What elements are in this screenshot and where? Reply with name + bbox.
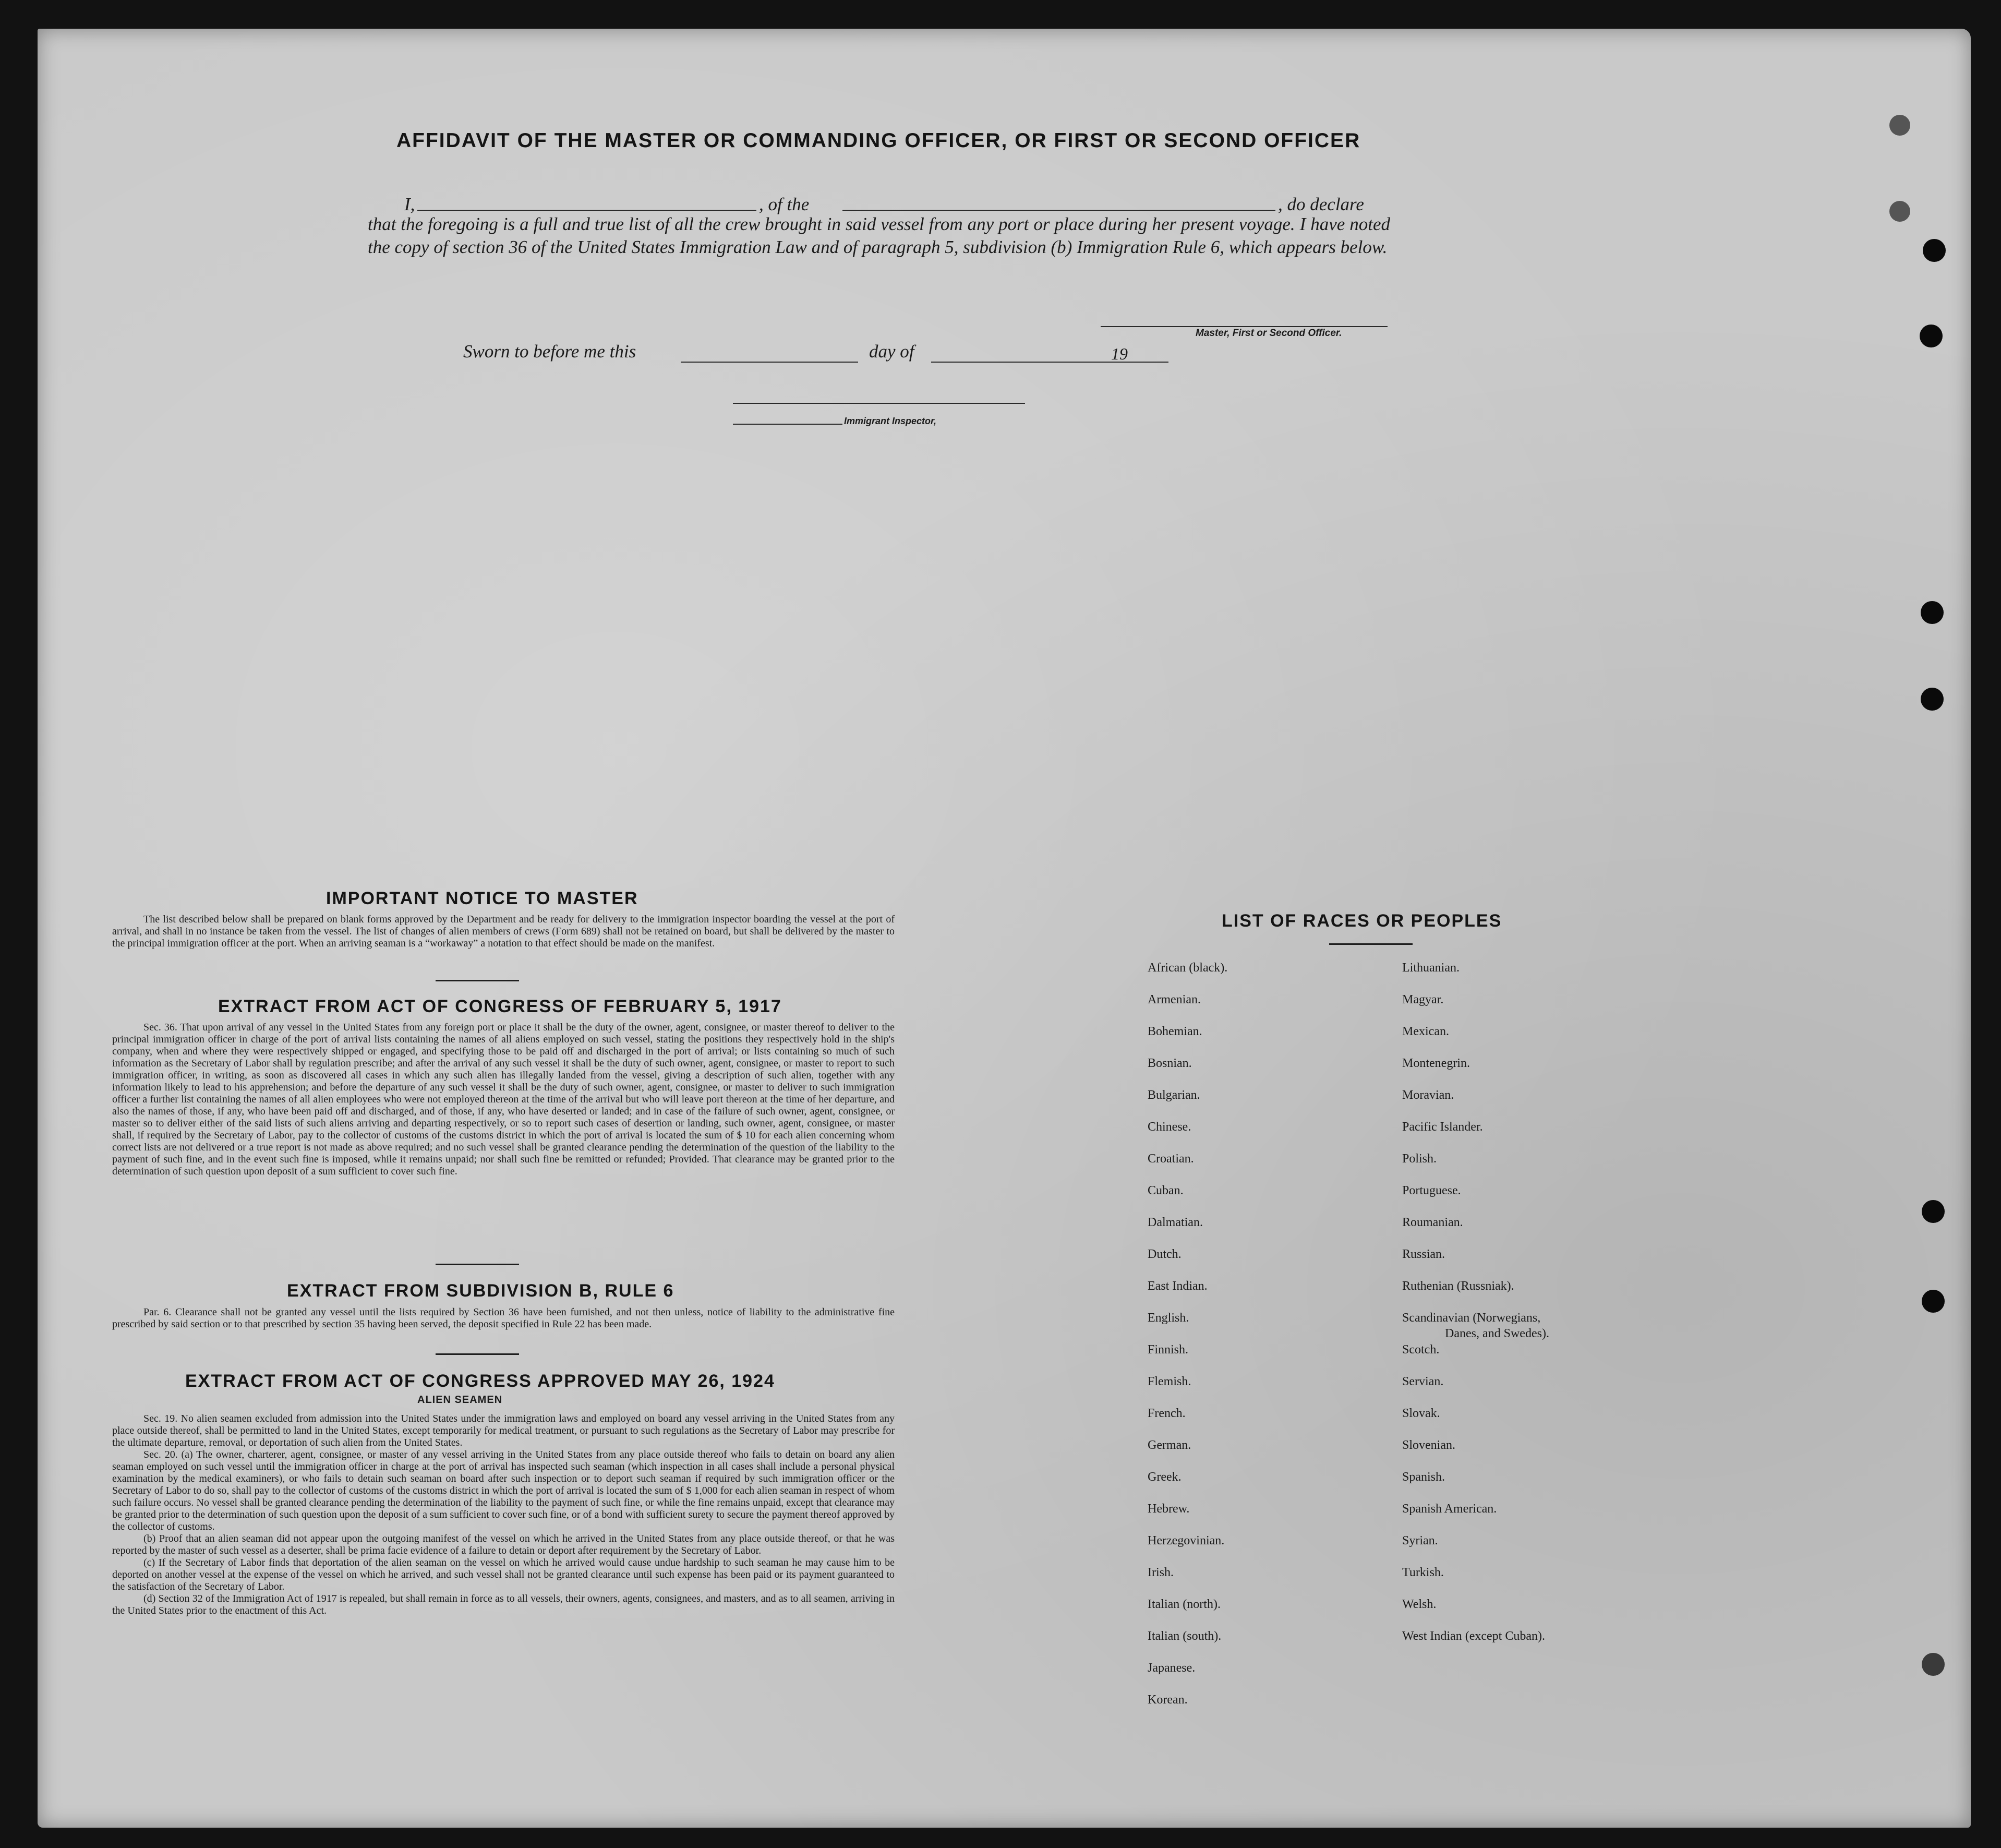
punch-hole (1889, 115, 1910, 136)
sworn-label: Sworn to before me this (463, 341, 636, 362)
race-item: Bohemian. (1148, 1025, 1202, 1038)
act1924-sec20c: (c) If the Secretary of Labor finds that deportation of the alien seaman on the vessel on which he arrived would cause undue hardship to such seaman he may cause him to be deported on another vessel at the expense of the vessel on which he arrived, and such vessel shall not be granted clearance until such expense has been paid or its payment guaranteed to the satisfaction of the Secretary of Labor. (112, 1557, 895, 1592)
section-divider (436, 1264, 519, 1265)
notice-text-block (112, 914, 895, 950)
race-item: Greek. (1148, 1470, 1182, 1484)
race-item: Danes, and Swedes). (1445, 1327, 1549, 1340)
sworn-day-line (681, 362, 858, 363)
race-item: Hebrew. (1148, 1502, 1190, 1516)
affidavit-body: that the foregoing is a full and true list of all the crew brought in said vessel from any port or place during her present voyage. I have noted the copy of section 36 of the United States Immigration Law and of paragraph 5, subdivision (b) Immigration Rule 6, which appears below. (368, 214, 1390, 257)
sworn-month-line (931, 362, 1168, 363)
punch-hole (1922, 1653, 1945, 1676)
race-item: Finnish. (1148, 1343, 1189, 1357)
race-item: Spanish. (1402, 1470, 1445, 1484)
affidavit-i: I, (404, 194, 415, 214)
punch-hole (1923, 239, 1946, 262)
race-item: English. (1148, 1311, 1189, 1325)
master-signature-line (1101, 326, 1388, 327)
notice-text: The list described below shall be prepared on blank forms approved by the Department and be ready for delivery to the immigration inspector boarding the vessel at the port of arrival, and shall in no instance be taken from the vessel. The list of changes of alien members of crews (Form 689) shall not be retained on board, but shall be delivered by the master to the principal immigration officer at the port. When an arriving seaman is a “workaway” a notation to that effect should be made on the manifest. (112, 914, 895, 949)
race-item: Cuban. (1148, 1184, 1184, 1197)
race-item: Moravian. (1402, 1088, 1454, 1102)
race-item: Servian. (1402, 1375, 1444, 1388)
act1917-text: Sec. 36. That upon arrival of any vessel in the United States from any foreign port or place it shall be the duty of the owner, agent, consignee, or master thereof to deliver to the principal immigration officer in charge of the port of arrival lists containing the names of all aliens employed on such vessel, stating the positions they respectively hold in the ship's company, when and where they were respectively shipped or engaged, and specifying those to be paid off and discharged in the port of arrival; or lists containing so much of such information as the Secretary of Labor shall by regulation prescribe; and after the arrival of any such vessel it shall be the duty of such owner, agent, consignee, or master to report to such immigration officer, in writing, as soon as discovered all cases in which any such alien has illegally landed from the vessel, giving a description of such alien, together with any information likely to lead to his apprehension; and before the departure of any such vessel it shall be the duty of such owner, agent, consignee, or master to deliver to such immigration officer a further list containing the names of all alien employees who were not employed thereon at the time of the arrival but who will leave port thereon at the time of her departure, and also the names of those, if any, who have been paid off and discharged, and of those, if any, who have deserted or landed; and in case of the failure of such owner, agent, consignee, or master so to deliver either of the said lists of such aliens arriving and departing respectively, or so to report such cases of desertion or landing, such owner, agent, consignee, or master shall, if required by the Secretary of Labor, pay to the collector of customs of the customs district in which the port of arrival is located the sum of $ 10 for each alien concerning whom correct lists are not delivered or a true report is not made as above required; and no such vessel shall be granted clearance pending the determination of the question of the liability to the payment of such fine, and in the event such fine is imposed, while it remains unpaid; nor shall such fine be remitted or refunded; Provided. That clearance may be granted prior to the determination of such question upon deposit of a sum sufficient to cover such fine. (112, 1022, 895, 1177)
race-item: Bosnian. (1148, 1057, 1192, 1070)
punch-hole (1889, 201, 1910, 222)
act1924-text-block (112, 1413, 895, 1617)
race-item: Polish. (1402, 1152, 1437, 1166)
inspector-short-line (733, 424, 842, 425)
race-item: Herzegovinian. (1148, 1534, 1225, 1547)
act1917-text-block (112, 1022, 895, 1178)
race-item: Lithuanian. (1402, 961, 1460, 975)
vessel-blank-line (842, 210, 1275, 211)
act1924-sec20a: Sec. 20. (a) The owner, charterer, agent, consignee, or master of any vessel arriving in the United States from any place outside thereof who fails to detain on board any alien seaman employed on such vessel until the immigration officer in charge at the port of arrival has inspected such seaman (which inspection in all cases shall include a personal physical examination by the medical examiners), or who fails to detain such seaman on board after such inspection or to deport such seaman if required by such immigration officer or the Secretary of Labor to do so, shall pay to the collector of customs of the customs district in which the port of arrival is located the sum of $ 1,000 for each alien seaman in respect of whom such failure occurs. No vessel shall be granted clearance pending the determination of the liability to the payment of such fine, or while the fine remains unpaid, except that clearance may be granted prior to the determination of such question upon the deposit of a sum sufficient to cover such fine, or of a bond with sufficient surety to secure the payment thereof approved by the collector of customs. (112, 1449, 895, 1532)
name-blank-line (417, 210, 756, 211)
race-item: Dalmatian. (1148, 1216, 1203, 1229)
race-item: East Indian. (1148, 1279, 1208, 1293)
punch-hole (1921, 601, 1944, 624)
races-title: LIST OF RACES OR PEOPLES (1222, 911, 1502, 931)
master-label: Master, First or Second Officer. (1196, 328, 1342, 339)
race-item: Armenian. (1148, 993, 1201, 1006)
act1924-subtitle: ALIEN SEAMEN (417, 1394, 503, 1406)
punch-hole (1920, 325, 1943, 347)
rule6-title: EXTRACT FROM SUBDIVISION B, RULE 6 (287, 1281, 674, 1301)
race-item: Slovak. (1402, 1407, 1440, 1420)
act1924-sec20d: (d) Section 32 of the Immigration Act of 1917 is repealed, but shall remain in force as to all vessels, their owners, agents, consignees, and masters, and as to all seamen, arriving in the United States prior to the enactment of this Act. (112, 1593, 895, 1616)
race-item: Slovenian. (1402, 1438, 1455, 1452)
act1924-sec19: Sec. 19. No alien seamen excluded from admission into the United States under the immigration laws and employed on board any vessel arriving in the United States from any place outside thereof, shall be permitted to land in the United States, except temporarily for medical treatment, or pursuant to such regulations as the Secretary of Labor may prescribe for the ultimate departure, removal, or deportation of such alien from the United States. (112, 1413, 895, 1448)
notice-title: IMPORTANT NOTICE TO MASTER (326, 889, 638, 908)
race-item: Chinese. (1148, 1120, 1191, 1134)
race-item: Italian (north). (1148, 1598, 1221, 1611)
rule6-text-block (112, 1306, 895, 1330)
race-item: Bulgarian. (1148, 1088, 1200, 1102)
act1924-sec20b: (b) Proof that an alien seaman did not appear upon the outgoing manifest of the vessel on which he arrived in the United States from any place outside thereof, or that he was reported by the master of such vessel as a deserter, shall be prima facie evidence of a failure to detain or deport after requirement by the Secretary of Labor. (112, 1533, 895, 1556)
day-of-label: day of (869, 341, 914, 362)
rule6-text: Par. 6. Clearance shall not be granted any vessel until the lists required by Section 36 have been furnished, and not then unless, notice of liability to the administrative fine prescribed by said section or to that prescribed by section 35 having been served, the deposit specified in Rule 22 has been made. (112, 1306, 895, 1330)
act1917-title: EXTRACT FROM ACT OF CONGRESS OF FEBRUARY 5, 1917 (218, 997, 782, 1016)
race-item: Croatian. (1148, 1152, 1194, 1166)
section-divider (436, 980, 519, 981)
race-item: African (black). (1148, 961, 1228, 975)
affidavit-title: AFFIDAVIT OF THE MASTER OR COMMANDING OFFICER, OR FIRST OR SECOND OFFICER (396, 129, 1361, 152)
race-item: Scotch. (1402, 1343, 1440, 1357)
race-item: Turkish. (1402, 1566, 1444, 1579)
inspector-signature-line (733, 403, 1025, 404)
race-item: Scandinavian (Norwegians, (1402, 1311, 1541, 1325)
race-item: Roumanian. (1402, 1216, 1463, 1229)
races-divider (1329, 943, 1413, 945)
inspector-label: Immigrant Inspector, (844, 416, 937, 426)
race-item: Magyar. (1402, 993, 1444, 1006)
race-item: Montenegrin. (1402, 1057, 1470, 1070)
race-item: Korean. (1148, 1693, 1188, 1707)
race-item: Mexican. (1402, 1025, 1449, 1038)
affidavit-of-the: , of the (759, 194, 810, 214)
act1924-title: EXTRACT FROM ACT OF CONGRESS APPROVED MAY 26, 1924 (185, 1371, 775, 1391)
affidavit-declare: , do declare (1278, 194, 1364, 214)
punch-hole (1921, 688, 1944, 711)
race-item: Dutch. (1148, 1247, 1182, 1261)
race-item: Flemish. (1148, 1375, 1191, 1388)
race-item: German. (1148, 1438, 1191, 1452)
punch-hole (1922, 1290, 1945, 1313)
punch-hole (1922, 1200, 1945, 1223)
race-item: Ruthenian (Russniak). (1402, 1279, 1514, 1293)
race-item: Portuguese. (1402, 1184, 1461, 1197)
race-item: Spanish American. (1402, 1502, 1497, 1516)
section-divider (436, 1353, 519, 1355)
race-item: Irish. (1148, 1566, 1174, 1579)
race-item: Welsh. (1402, 1598, 1437, 1611)
race-item: Pacific Islander. (1402, 1120, 1483, 1134)
year-prefix: 19 (1111, 344, 1128, 363)
race-item: Russian. (1402, 1247, 1445, 1261)
race-item: Japanese. (1148, 1661, 1196, 1675)
race-item: West Indian (except Cuban). (1402, 1629, 1545, 1643)
race-item: French. (1148, 1407, 1186, 1420)
race-item: Syrian. (1402, 1534, 1438, 1547)
race-item: Italian (south). (1148, 1629, 1222, 1643)
